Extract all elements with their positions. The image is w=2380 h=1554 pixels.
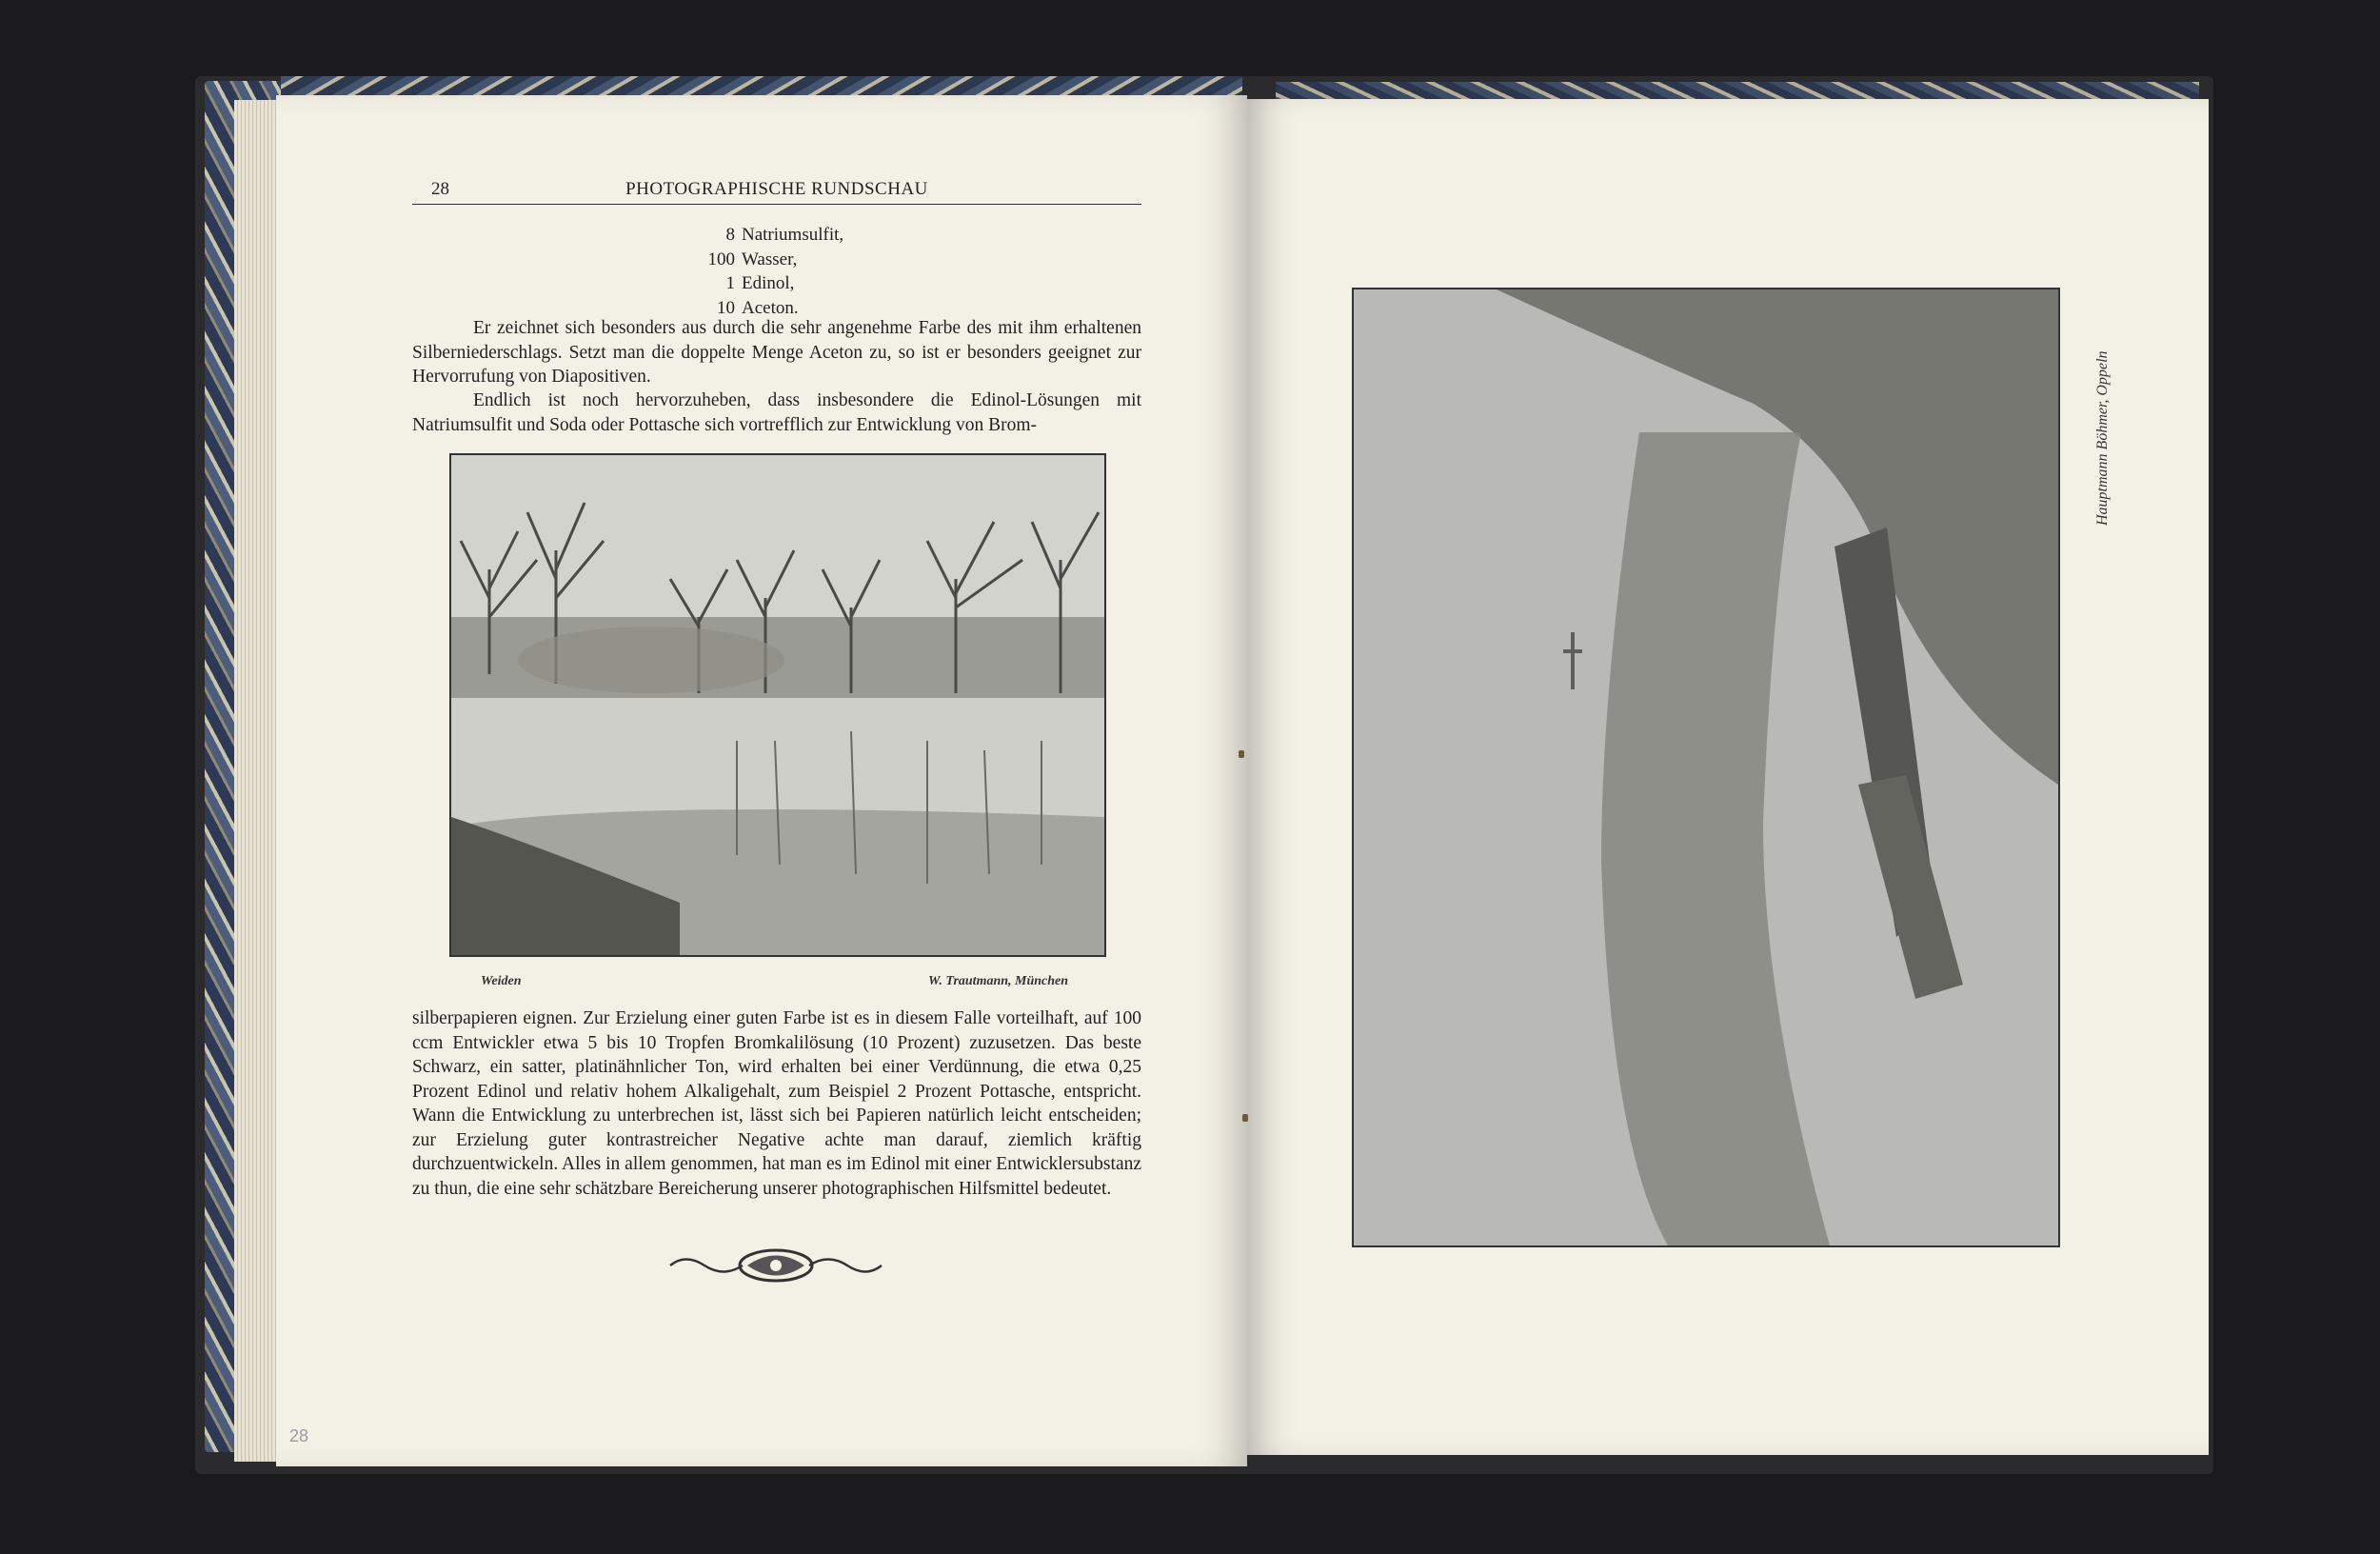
willows-photograph	[449, 453, 1106, 957]
recipe-item: Aceton.	[742, 297, 799, 318]
recipe-item: Edinol,	[742, 273, 795, 293]
running-head-title: PHOTOGRAPHISCHE RUNDSCHAU	[625, 179, 928, 199]
recipe-quantity: 100	[707, 249, 735, 269]
body-paragraph-1: Er zeichnet sich besonders aus durch die sehr angenehme Farbe des mit ihm erhaltenen Silberniederschlags. Setzt man die doppelte Menge Aceton zu, so ist er besonders geeignet zur Hervorrufung von Diapositiven.	[412, 318, 1141, 387]
recipe-row	[703, 223, 843, 248]
binding-thread	[1239, 750, 1244, 758]
photo-caption-credit: W. Trautmann, München	[928, 974, 1069, 988]
body-paragraph-3: silberpapieren eignen. Zur Erzielung einer guten Farbe ist es in diesem Falle vorteilhaft, auf 100 ccm Entwickler etwa 5 bis 10 Tropfen Bromkalilösung (10 Prozent) zuzusetzen. Das beste Schwarz, ein satter, platinähnlicher Ton, wird erhalten bei einer Verdünnung, die etwa 0,25 Prozent Edinol und relativ hohem Alkaligehalt, zum Beispiel 2 Prozent Pottasche, entspricht. Wann die Entwicklung zu unterbrechen ist, lässt sich bei Papieren natürlich leicht entscheiden; zur Erzielung guter kontrastreicher Negative achte man darauf, ziemlich kräftig durchzuentwickeln. Alles in allem genommen, hat man es im Edinol mit einer Entwicklersubstanz zu thun, die eine sehr schätzbare Bereicherung unserer photographischen Hilfsmittel bedeutet.	[412, 1008, 1141, 1199]
foggy-river-illustration	[1354, 289, 2058, 1245]
recipe-row	[703, 248, 843, 272]
recipe-quantity: 8	[725, 225, 735, 245]
recipe-list	[703, 223, 843, 320]
recipe-row	[703, 271, 843, 296]
running-header	[412, 175, 1141, 205]
recipe-item: Natriumsulfit,	[742, 225, 844, 245]
side-photo-credit: Hauptmann Böhmer, Oppeln	[2094, 350, 2111, 526]
pencil-page-mark: 28	[289, 1426, 309, 1445]
photo-caption-title: Weiden	[481, 974, 522, 988]
river-boat-photograph	[1352, 288, 2060, 1247]
willows-landscape-illustration	[451, 455, 1104, 955]
binding-thread	[1242, 1114, 1248, 1122]
recipe-quantity: 1	[725, 273, 735, 293]
page-number: 28	[431, 179, 449, 199]
recipe-quantity: 10	[717, 297, 735, 318]
page-edges	[234, 100, 282, 1462]
recipe-item: Wasser,	[742, 249, 798, 269]
body-paragraph-2: Endlich ist noch hervorzuheben, dass insbesondere die Edinol-Lösungen mit Natriumsulfit und Soda oder Pottasche sich vortrefflich zur Entwicklung von Brom-	[412, 390, 1141, 435]
ornament-tailpiece	[666, 1244, 885, 1292]
